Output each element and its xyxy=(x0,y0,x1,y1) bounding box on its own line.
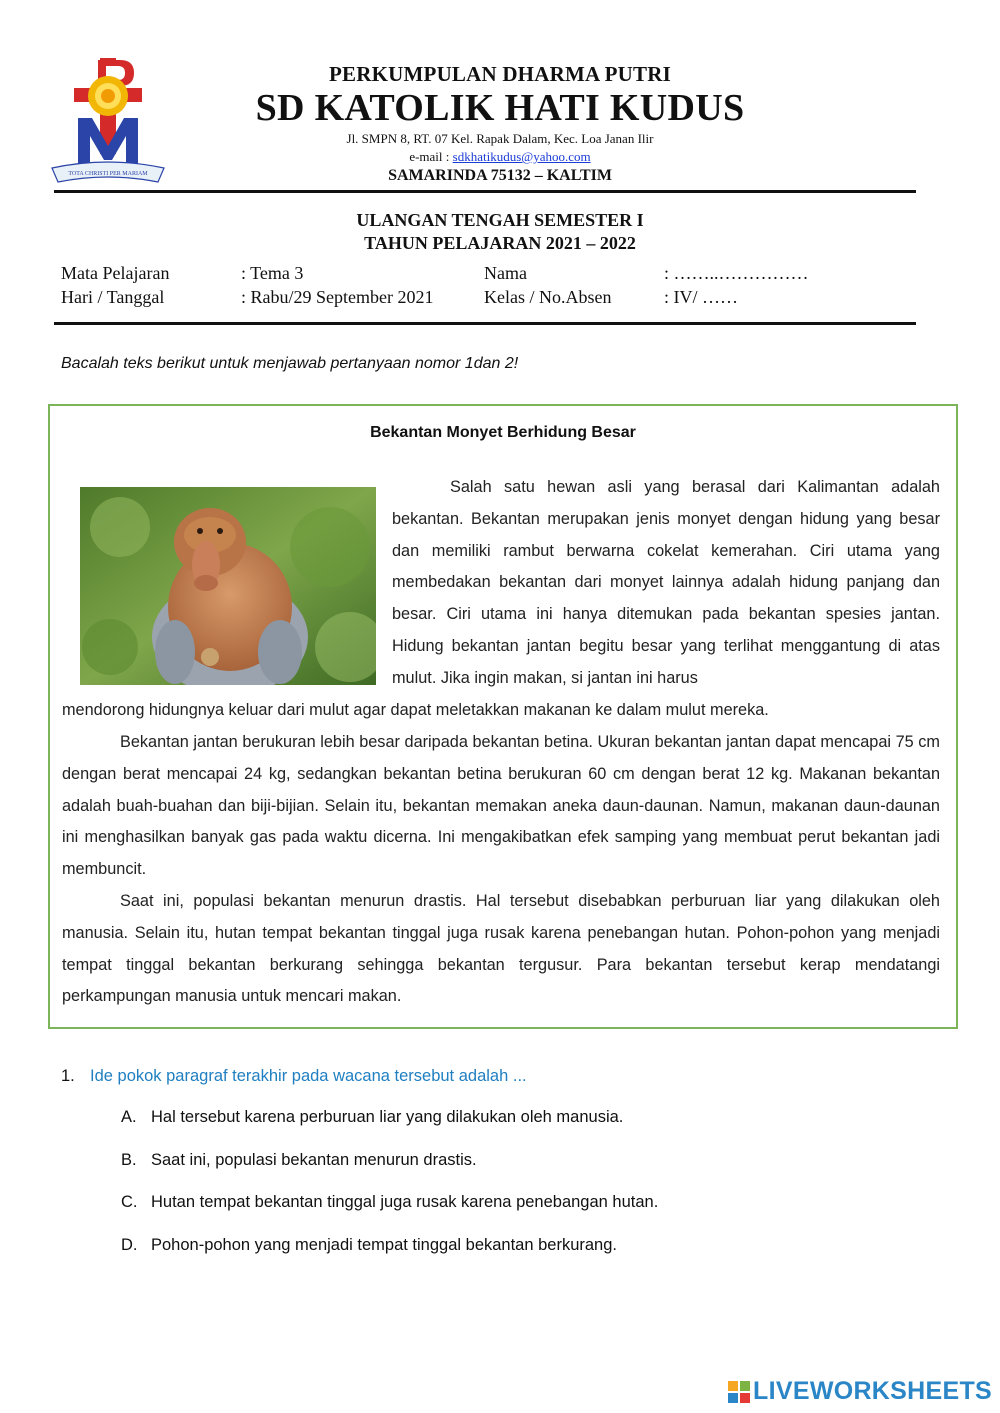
organization-name: PERKUMPULAN DHARMA PUTRI xyxy=(329,62,671,86)
question-number: 1. xyxy=(61,1067,75,1085)
school-name: SD KATOLIK HATI KUDUS xyxy=(255,87,745,129)
email-label: e-mail : xyxy=(409,149,453,164)
info-divider xyxy=(54,322,916,325)
option-text: Saat ini, populasi bekantan menurun drastis. xyxy=(151,1151,477,1169)
instruction: Bacalah teks berikut untuk menjawab pertanyaan nomor 1dan 2! xyxy=(61,355,519,372)
passage-box xyxy=(48,404,958,1029)
school-address: Jl. SMPN 8, RT. 07 Kel. Rapak Dalam, Kec. Loa Janan Ilir xyxy=(346,131,654,146)
city-line: SAMARINDA 75132 – KALTIM xyxy=(388,167,612,184)
option-letter: D. xyxy=(121,1236,138,1254)
option-letter: B. xyxy=(121,1151,137,1169)
question-text: Ide pokok paragraf terakhir pada wacana tersebut adalah ... xyxy=(90,1067,527,1085)
date-value: : Rabu/29 September 2021 xyxy=(241,287,434,307)
liveworksheets-watermark[interactable] xyxy=(728,1377,992,1406)
class-label: Kelas / No.Absen xyxy=(484,287,612,307)
name-value[interactable]: : ……..…………… xyxy=(664,263,809,283)
liveworksheets-logo-icon xyxy=(728,1381,750,1403)
option-b[interactable] xyxy=(121,1151,477,1170)
paragraph-1-continued: mendorong hidungnya keluar dari mulut agar dapat meletakkan makanan ke dalam mulut mereka. xyxy=(62,701,769,719)
proboscis-monkey-photo xyxy=(80,487,376,685)
email-link[interactable]: sdkhatikudus@yahoo.com xyxy=(452,149,591,164)
liveworksheets-brand: LIVEWORKSHEETS xyxy=(753,1377,992,1405)
exam-title: ULANGAN TENGAH SEMESTER I xyxy=(356,210,644,230)
subject-value: : Tema 3 xyxy=(241,263,304,283)
option-text: Hal tersebut karena perburuan liar yang dilakukan oleh manusia. xyxy=(151,1108,624,1126)
paragraph-1-side: Salah satu hewan asli yang berasal dari Kalimantan adalah bekantan. Bekantan merupakan jenis monyet dengan hidung yang besar dan memiliki rambut berwarna cokelat kemerahan. Ciri utama yang membedakan bekantan dari monyet lainnya adalah hidung panjang dan besar. Ciri utama ini hanya ditemukan pada bekantan spesies jantan. Hidung bekantan jantan begitu besar yang terlihat menggantung di atas mulut. Jika ingin makan, si jantan ini harus xyxy=(392,478,940,687)
option-text: Hutan tempat bekantan tinggal juga rusak karena penebangan hutan. xyxy=(151,1193,659,1211)
paragraph-2: Bekantan jantan berukuran lebih besar daripada bekantan betina. Ukuran bekantan jantan dapat mencapai 75 cm dengan berat mencapai 24 kg, sedangkan bekantan betina berukuran 60 cm dengan berat 12 kg. Makanan bekantan adalah buah-buahan dan biji-bijian. Selain itu, bekantan memakan aneka daun-daunan. Namun, makanan daun-daunan ini menghasilkan banyak gas pada waktu dicerna. Ini mengakibatkan efek samping yang membuat perut bekantan jadi membuncit. xyxy=(62,733,940,879)
name-label: Nama xyxy=(484,263,527,283)
email-line xyxy=(150,149,850,165)
option-letter: A. xyxy=(121,1108,137,1126)
paragraph-3: Saat ini, populasi bekantan menurun drastis. Hal tersebut disebabkan perburuan liar yang dilakukan oleh manusia. Selain itu, hutan tempat bekantan tinggal juga rusak karena penebangan hutan. Pohon-pohon yang menjadi tempat tinggal bekantan berkurang sehingga bekantan tergusur. Para bekantan tersebut kerap mendatangi perkampungan manusia untuk mencari makan. xyxy=(62,892,940,1006)
option-a[interactable] xyxy=(121,1108,623,1127)
option-text: Pohon-pohon yang menjadi tempat tinggal bekantan berkurang. xyxy=(151,1236,617,1254)
date-label: Hari / Tanggal xyxy=(61,287,165,307)
option-letter: C. xyxy=(121,1193,138,1211)
header-divider xyxy=(54,190,916,193)
subject-label: Mata Pelajaran xyxy=(61,263,170,283)
exam-year: TAHUN PELAJARAN 2021 – 2022 xyxy=(364,233,636,253)
option-d[interactable] xyxy=(121,1236,617,1255)
logo-motto: TOTA CHRISTI PER MARIAM xyxy=(68,171,148,177)
option-c[interactable] xyxy=(121,1193,658,1212)
class-value[interactable]: : IV/ …… xyxy=(664,287,738,307)
passage-title: Bekantan Monyet Berhidung Besar xyxy=(370,424,636,441)
